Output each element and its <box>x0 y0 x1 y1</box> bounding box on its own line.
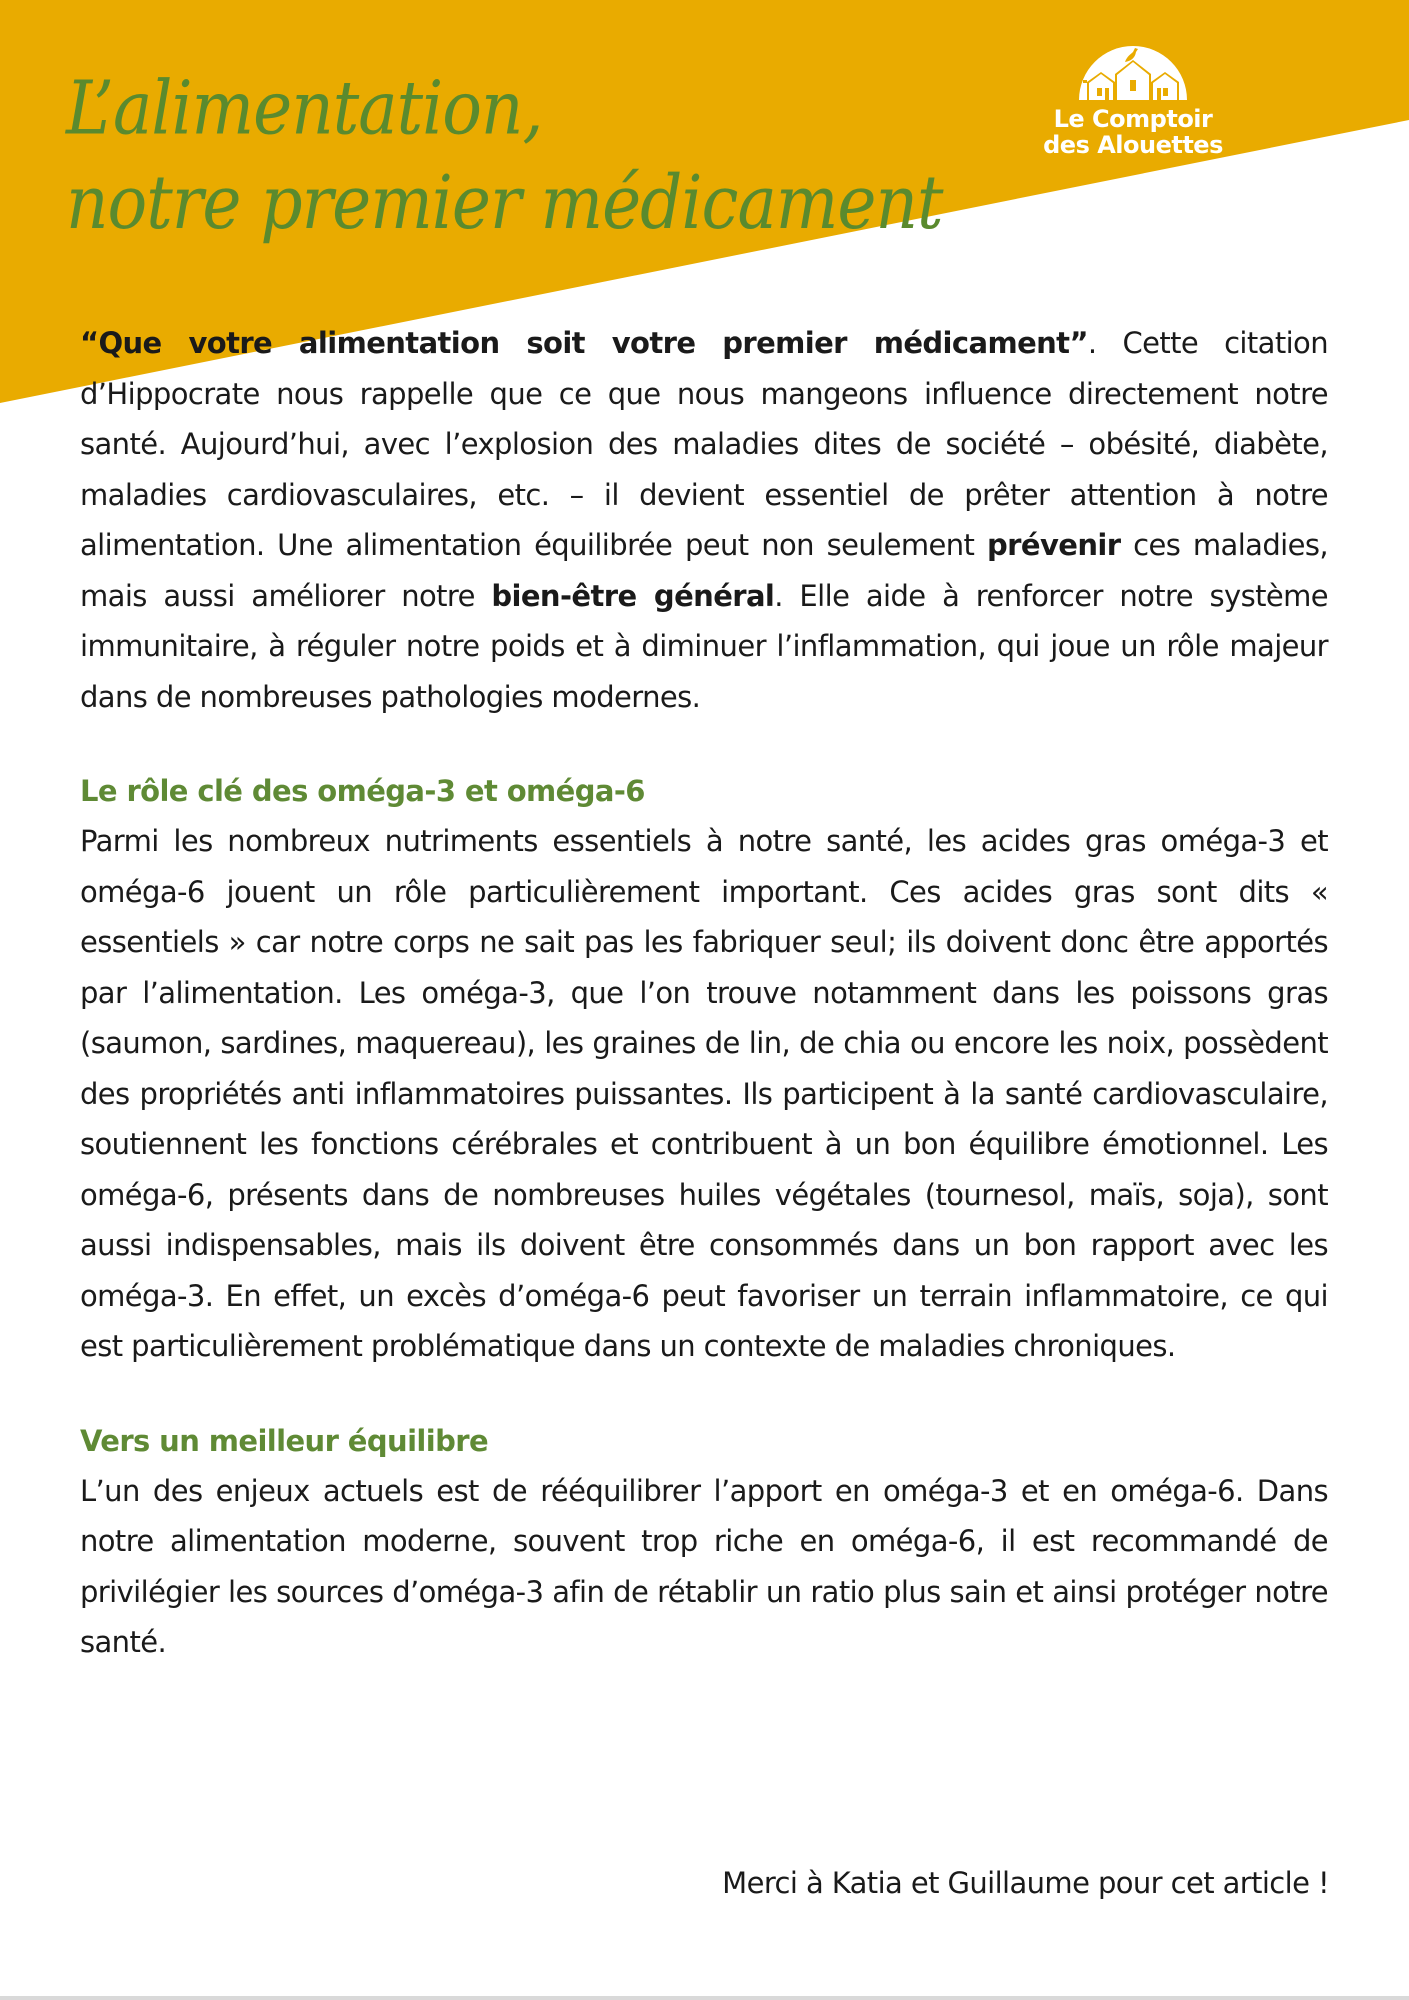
intro-text-2: ces maladies, mais aussi améliorer notre <box>80 528 1328 613</box>
section-body-omega: Parmi les nombreux nutriments essentiels à notre santé, les acides gras oméga-3 et oméga-6 jouent un rôle particulièrement important. Ces acides gras sont dits « essentiels » car notre corps ne sait pas les fabriquer seul; ils doivent donc être apportés par l’alimentation. Les oméga-3, que l’on trouve notamment dans les poissons gras (saumon, sardines, maquereau), les graines de lin, de chia ou encore les noix, possèdent des propriétés anti inflammatoires puissantes. Ils participent à la santé cardiovasculaire, soutiennent les fonctions cérébrales et contribuent à un bon équilibre émotionnel. Les oméga-6, présents dans de nombreuses huiles végétales (tournesol, maïs, soja), sont aussi indispensables, mais ils doivent être consommés dans un bon rapport avec les oméga-3. En effet, un excès d’oméga-6 peut favoriser un terrain inflammatoire, ce qui est particulièrement problématique dans un contexte de maladies chroniques. <box>80 824 1328 1363</box>
title-line-1: L’alimentation, <box>66 65 543 152</box>
title-line-2: notre premier médicament <box>66 159 943 246</box>
intro-paragraph <box>80 318 1328 722</box>
brand-logo <box>1038 28 1228 158</box>
intro-bold-prevent: prévenir <box>987 528 1121 562</box>
page-title <box>66 62 942 250</box>
article-body <box>80 318 1328 1668</box>
section-heading-balance: Vers un meilleur équilibre <box>80 1423 489 1458</box>
thanks-note: Merci à Katia et Guillaume pour cet article ! <box>722 1866 1329 1900</box>
brand-name-line-2: des Alouettes <box>1043 131 1223 159</box>
intro-bold-wellbeing: bien-être général <box>491 578 775 613</box>
section-heading-omega: Le rôle clé des oméga-3 et oméga-6 <box>80 774 645 808</box>
houses-with-bird-icon <box>1075 28 1191 100</box>
brand-name <box>1038 106 1228 158</box>
intro-text-3: . Elle aide à renforcer notre système immunitaire, à réguler notre poids et à diminuer l’inflammation, qui joue un rôle majeur dans de nombreuses pathologies modernes. <box>80 578 1329 714</box>
brand-name-line-1: Le Comptoir <box>1053 105 1213 133</box>
page-bottom-rule <box>0 1996 1409 2000</box>
section-body-balance: L’un des enjeux actuels est de rééquilibrer l’apport en oméga-3 et en oméga-6. Dans notre alimentation moderne, souvent trop riche en oméga-6, il est recommandé de privilégier les sources d’oméga-3 afin de rétablir un ratio plus sain et ainsi protéger notre santé. <box>80 1473 1328 1659</box>
hippocrates-quote: “Que votre alimentation soit votre premier médicament” <box>80 326 1088 360</box>
intro-text-1: . Cette citation d’Hippocrate nous rappelle que ce que nous mangeons influence directement notre santé. Aujourd’hui, avec l’explosion des maladies dites de société – obésité, diabète, maladies cardiovasculaires, etc. – il devient essentiel de prêter attention à notre alimentation. Une alimentation équilibrée peut non seulement <box>80 326 1328 562</box>
